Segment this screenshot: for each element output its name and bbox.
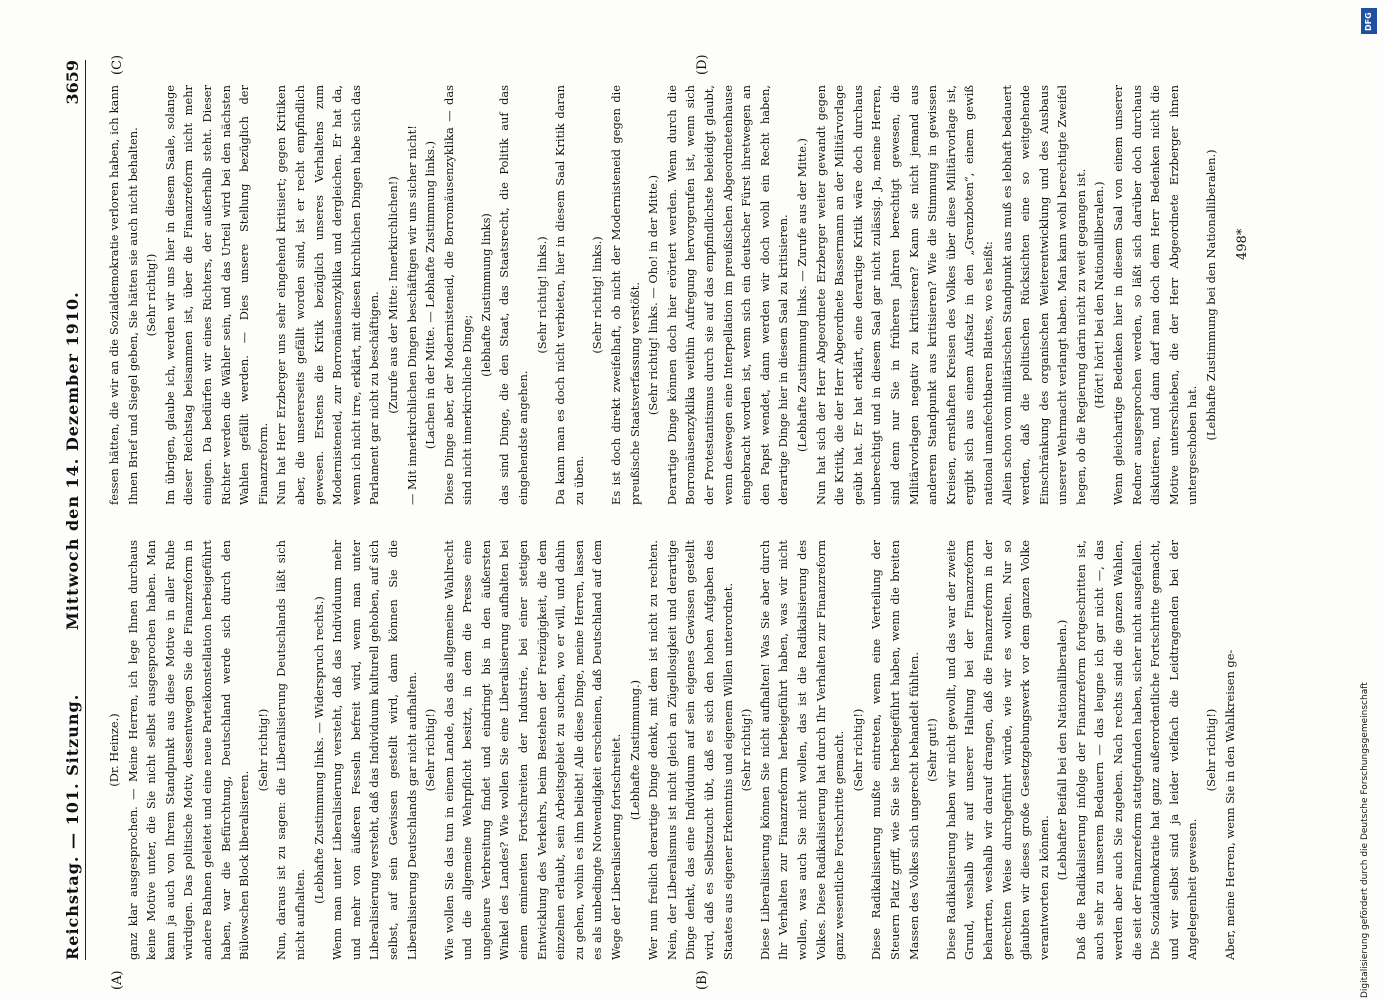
- header-left: Reichstag. — 101. Sitzung.: [63, 693, 82, 960]
- margin-letter-c: (C): [110, 54, 125, 75]
- digitization-note: Digitalisierung gefördert durch die Deutsche Forschungsgemeinschaft: [1360, 682, 1370, 998]
- paragraph: Diese Radikalisierung haben wir nicht gewollt, und das war der zweite Grund, weshalb wir auf unserer Haltung bei der Finanzreform beharrten, weshalb wir darauf drangen, daß die Finanzreform in der gerechten Weise durchgeführt würde, wie wir es wollten. Nur so glaubten wir dieses große Gesetzgebungswerk vor dem ganzen Volke verantworten zu können.: [943, 540, 1051, 960]
- paragraph: fessen hätten, die wir an die Sozialdemokratie verloren haben, ich kann Ihnen Brief und Siegel geben, Sie hätten sie auch nicht behalten.: [107, 85, 140, 505]
- left-column: [105, 540, 1239, 960]
- paragraph: Nun hat sich der Herr Abgeordnete Erzberger weiter gewandt gegen die Kritik, die der Herr Abgeordnete Bassermann an der Militärvorlage geübt hat. Er hat erklärt, eine derartige Kritik wäre doch durchaus unberechtigt und in diesem Saal gar nicht zulässig. Ja, meine Herren, sind denn nur Sie in früheren Jahren berechtigt gewesen, die Militärvorlagen negativ zu kritisieren? Kann sie nicht jemand aus anderem Standpunkt aus kritisieren? Wie die Stimmung in gewissen Kreisen, ernsthaften Kreisen des Volkes über diese Militärvorlage ist, ergibt sich aus einem Aufsatz in den „Grenzboten“, einem gewiß national unanfechtbaren Blattes, wo es heißt:: [813, 85, 995, 505]
- paragraph: (Sehr richtig!): [1204, 708, 1219, 792]
- paragraph: Derartige Dinge können doch hier erörtert werden. Wenn durch die Borromäusenzyklika weithin Aufregung hervorgerufen ist, wenn sich der Protestantismus durch sie auf das empfindlichste beleidigt glaubt, wenn deswegen eine Interpellation im preußischen Abgeordnetenhause eingebracht worden ist, wenn sich ein deutscher Fürst ihretwegen an den Papst wendet, dann werden wir doch wohl ein Recht haben, derartige Dinge hier in diesem Saal zu kritisieren.: [664, 85, 791, 505]
- page-header: [55, 60, 95, 960]
- paragraph: Im übrigen, glaube ich, werden wir uns hier in diesem Saale, solange dieser Reichstag beisammen ist, über die Finanzreform nicht mehr einigen. Da bedürfen wir eines Richters, der außerhalb steht. Dieser Richter werden die Wähler sein, und das Urteil wird bei den nächsten Wahlen gefällt werden. — Dies unsere Stellung bezüglich der Finanzreform.: [162, 85, 270, 505]
- dfg-logo: DFG: [1361, 8, 1377, 34]
- paragraph: (Lebhafte Zustimmung.): [627, 679, 642, 821]
- paragraph: ganz klar ausgesprochen. — Meine Herren, ich lege Ihnen durchaus keine Motive unter, die Sie nicht selbst ausgesprochen haben. Man kann ja auch von Ihrem Standpunkt aus diese Motive in aller Ruhe würdigen. Das politische Motiv, dessentwegen Sie die Finanzreform in andere Bahnen geleitet und eine neue Parteikonstellation herbeigeführt haben, war die Befürchtung, Deutschland werde sich durch den Bülowschen Block liberalisieren.: [125, 540, 252, 960]
- rotated-page-content: [55, 54, 1355, 990]
- paragraph: Wie wollen Sie das tun in einem Lande, das das allgemeine Wahlrecht und die allgemeine Wehrpflicht besitzt, in dem die Presse eine ungeheure Verbreitung findet und eindringt bis in den äußersten Winkel des Landes? Wie wollen Sie eine Liberalisierung aufhalten bei einem eminenten Fortschreiten der Industrie, bei einer stetigen Entwicklung des Verkehrs, beim Bestehen der Freizügigkeit, die dem einzelnen erlaubt, sein Arbeitsgebiet zu suchen, wo er will, und dahin zu gehen, wohin es ihm beliebt! Alle diese Dinge, meine Herren, lassen es als unbedingte Notwendigkeit erscheinen, daß Deutschland auf dem Wege der Liberalisierung fortschreitet.: [441, 540, 624, 960]
- paragraph: (Sehr richtig!): [739, 708, 754, 792]
- margin-letter-d: (D): [695, 54, 710, 75]
- paragraph: Wenn gleichartige Bedenken hier in diesem Saal von einem unserer Redner ausgesprochen werden, so läßt sich darüber doch durchaus diskutieren, und dann darf man doch dem Herr Bedenken nicht die Motive unterschieben, die der Herr Abgeordnete Erzberger ihnen untergeschoben hat.: [1111, 85, 1200, 505]
- paragraph: Nun, daraus ist zu sagen: die Liberalisierung Deutschlands läßt sich nicht aufhalten.: [274, 540, 307, 960]
- paragraph: (lebhafte Zustimmung links): [478, 213, 493, 377]
- margin-letter-a: (A): [110, 970, 125, 990]
- paragraph: Es ist doch direkt zweifelhaft, ob nicht der Modernisteneid gegen die preußische Staatsverfassung verstößt.: [609, 85, 642, 505]
- paragraph: (Lachen in der Mitte. — Lebhafte Zustimmung links.): [423, 140, 438, 450]
- paragraph: (Sehr richtig!): [850, 708, 865, 792]
- paragraph: Allein schon vom militärischen Standpunkt aus muß es lebhaft bedauert werden, daß die politischen Rücksichten eine so weitgehende Einschränkung des organischen Weiterentwicklung und des Ausbaus unserer Wehrmacht verlangt haben. Man kann wohl berechtigte Zweifel hegen, ob die Regierung darin nicht zu weit gegangen ist.: [999, 85, 1088, 505]
- paragraph: (Sehr richtig!): [144, 253, 159, 337]
- paragraph: (Lebhafter Beifall bei den Nationalliberalen.): [1055, 619, 1070, 881]
- paragraph: (Zurufe aus der Mitte: Innerkirchlichen!): [385, 176, 400, 414]
- paragraph: Diese Liberalisierung können Sie nicht aufhalten! Was Sie aber durch Ihr Verhalten zur Finanzreform herbeigeführt haben, was wir nicht wollen, was auch Sie nicht wollen, das ist die Radikalisierung des Volkes. Diese Radikalisierung hat durch Ihr Verhalten zur Finanzreform ganz wesentliche Fortschritte gemacht.: [757, 540, 847, 960]
- paragraph: Diese Dinge aber, der Modernisteneid, die Borromäusenzyklika — das sind nicht innerkirchliche Dinge;: [441, 85, 475, 505]
- paragraph: Da kann man es doch nicht verbieten, hier in diesem Saal Kritik daran zu üben.: [553, 85, 586, 505]
- paragraph: Aber, meine Herren, wenn Sie in den Wahlkreisen ge-: [1222, 649, 1237, 960]
- paragraph: (Lebhafte Zustimmung links. — Widerspruch rechts.): [311, 596, 326, 904]
- paragraph: (Sehr richtig!): [255, 708, 270, 792]
- paragraph: Diese Radikalisierung mußte eintreten, wenn eine Verteilung der Steuern Platz griff, wie Sie sie herbeigeführt haben, wenn die breiten Massen des Volkes sich ungerecht behandelt fühlten.: [869, 540, 921, 960]
- paragraph: (Lebhafte Zustimmung links. — Zurufe aus der Mitte.): [794, 138, 809, 453]
- paragraph: (Sehr richtig!): [423, 708, 438, 792]
- paragraph: Wer nun freilich derartige Dinge denkt, mit dem ist nicht zu rechten. Nein, der Liberalismus ist nicht gleich an Zügellosigkeit und derartige Dinge denkt, das eine Individuum auf sein eigenes Gewissen gestellt wird, daß es Selbstzucht übt, daß es sich den hohen Aufgaben des Staates aus eigener Erkenntnis und eigenem Willen unterordnet.: [646, 540, 735, 960]
- header-rule: [85, 60, 86, 960]
- header-date: Mittwoch den 14. Dezember 1910.: [63, 291, 82, 630]
- dfg-sidebar: [1360, 8, 1380, 998]
- paragraph: (Hört! hört! bei den Nationalliberalen.): [1092, 181, 1107, 409]
- paragraph: (Sehr gut!): [925, 718, 940, 782]
- paragraph: (Dr. Heinze.): [107, 713, 121, 787]
- signature-mark: 498*: [1235, 228, 1250, 260]
- paragraph: Daß die Radikalisierung infolge der Finanzreform fortgeschritten ist, auch sehr zu unserem Bedauern — das leugne ich gar nicht —, das werden aber auch Sie zugeben. Nach rechts sind die ganzen Wahlen, die seit der Finanzreform stattgefunden haben, sicher nicht ausgefallen. Die Sozialdemokratie hat ganz außerordentliche Fortschritte gemacht, und wir selbst sind ja leider vielfach die Leidtragenden bei der Angelegenheit gewesen.: [1073, 540, 1200, 960]
- right-column: [105, 85, 1221, 505]
- paragraph: das sind Dinge, die den Staat, das Staatsrecht, die Politik auf das eingehendste angehen.: [497, 85, 531, 505]
- paragraph: Wenn man unter Liberalisierung versteht, daß das Individuum mehr und mehr von äußeren Fesseln befreit wird, wenn man unter Liberalisierung versteht, daß das Individuum kulturell gehoben, auf sich selbst, auf sein Gewissen gestellt wird, dann können Sie die Liberalisierung Deutschlands gar nicht aufhalten.: [330, 540, 419, 960]
- paragraph: Nun hat Herr Erzberger uns sehr eingehend kritisiert; gegen Kritiken aber, die unsererseits gefällt worden sind, ist er recht empfindlich gewesen. Erstens die Kritik bezüglich unseres Verhaltens zum Modernisteneid, zur Borromäusenzyklika und dergleichen. Er hat da, wenn ich nicht irre, erklärt, mit diesen kirchlichen Dingen habe sich das Parlament gar nicht zu beschäftigen.: [274, 85, 382, 505]
- paragraph: (Lebhafte Zustimmung bei den Nationalliberalen.): [1204, 149, 1219, 441]
- paragraph: (Sehr richtig! links.): [590, 236, 605, 354]
- paragraph: (Sehr richtig! links.): [534, 236, 549, 354]
- paragraph: (Sehr richtig! links. — Oho! in der Mitte.): [646, 174, 661, 416]
- page-number: 3659: [63, 60, 82, 105]
- margin-letter-b: (B): [695, 970, 710, 990]
- paragraph: — Mit innerkirchlichen Dingen beschäftigen wir uns sicher nicht!: [404, 125, 419, 505]
